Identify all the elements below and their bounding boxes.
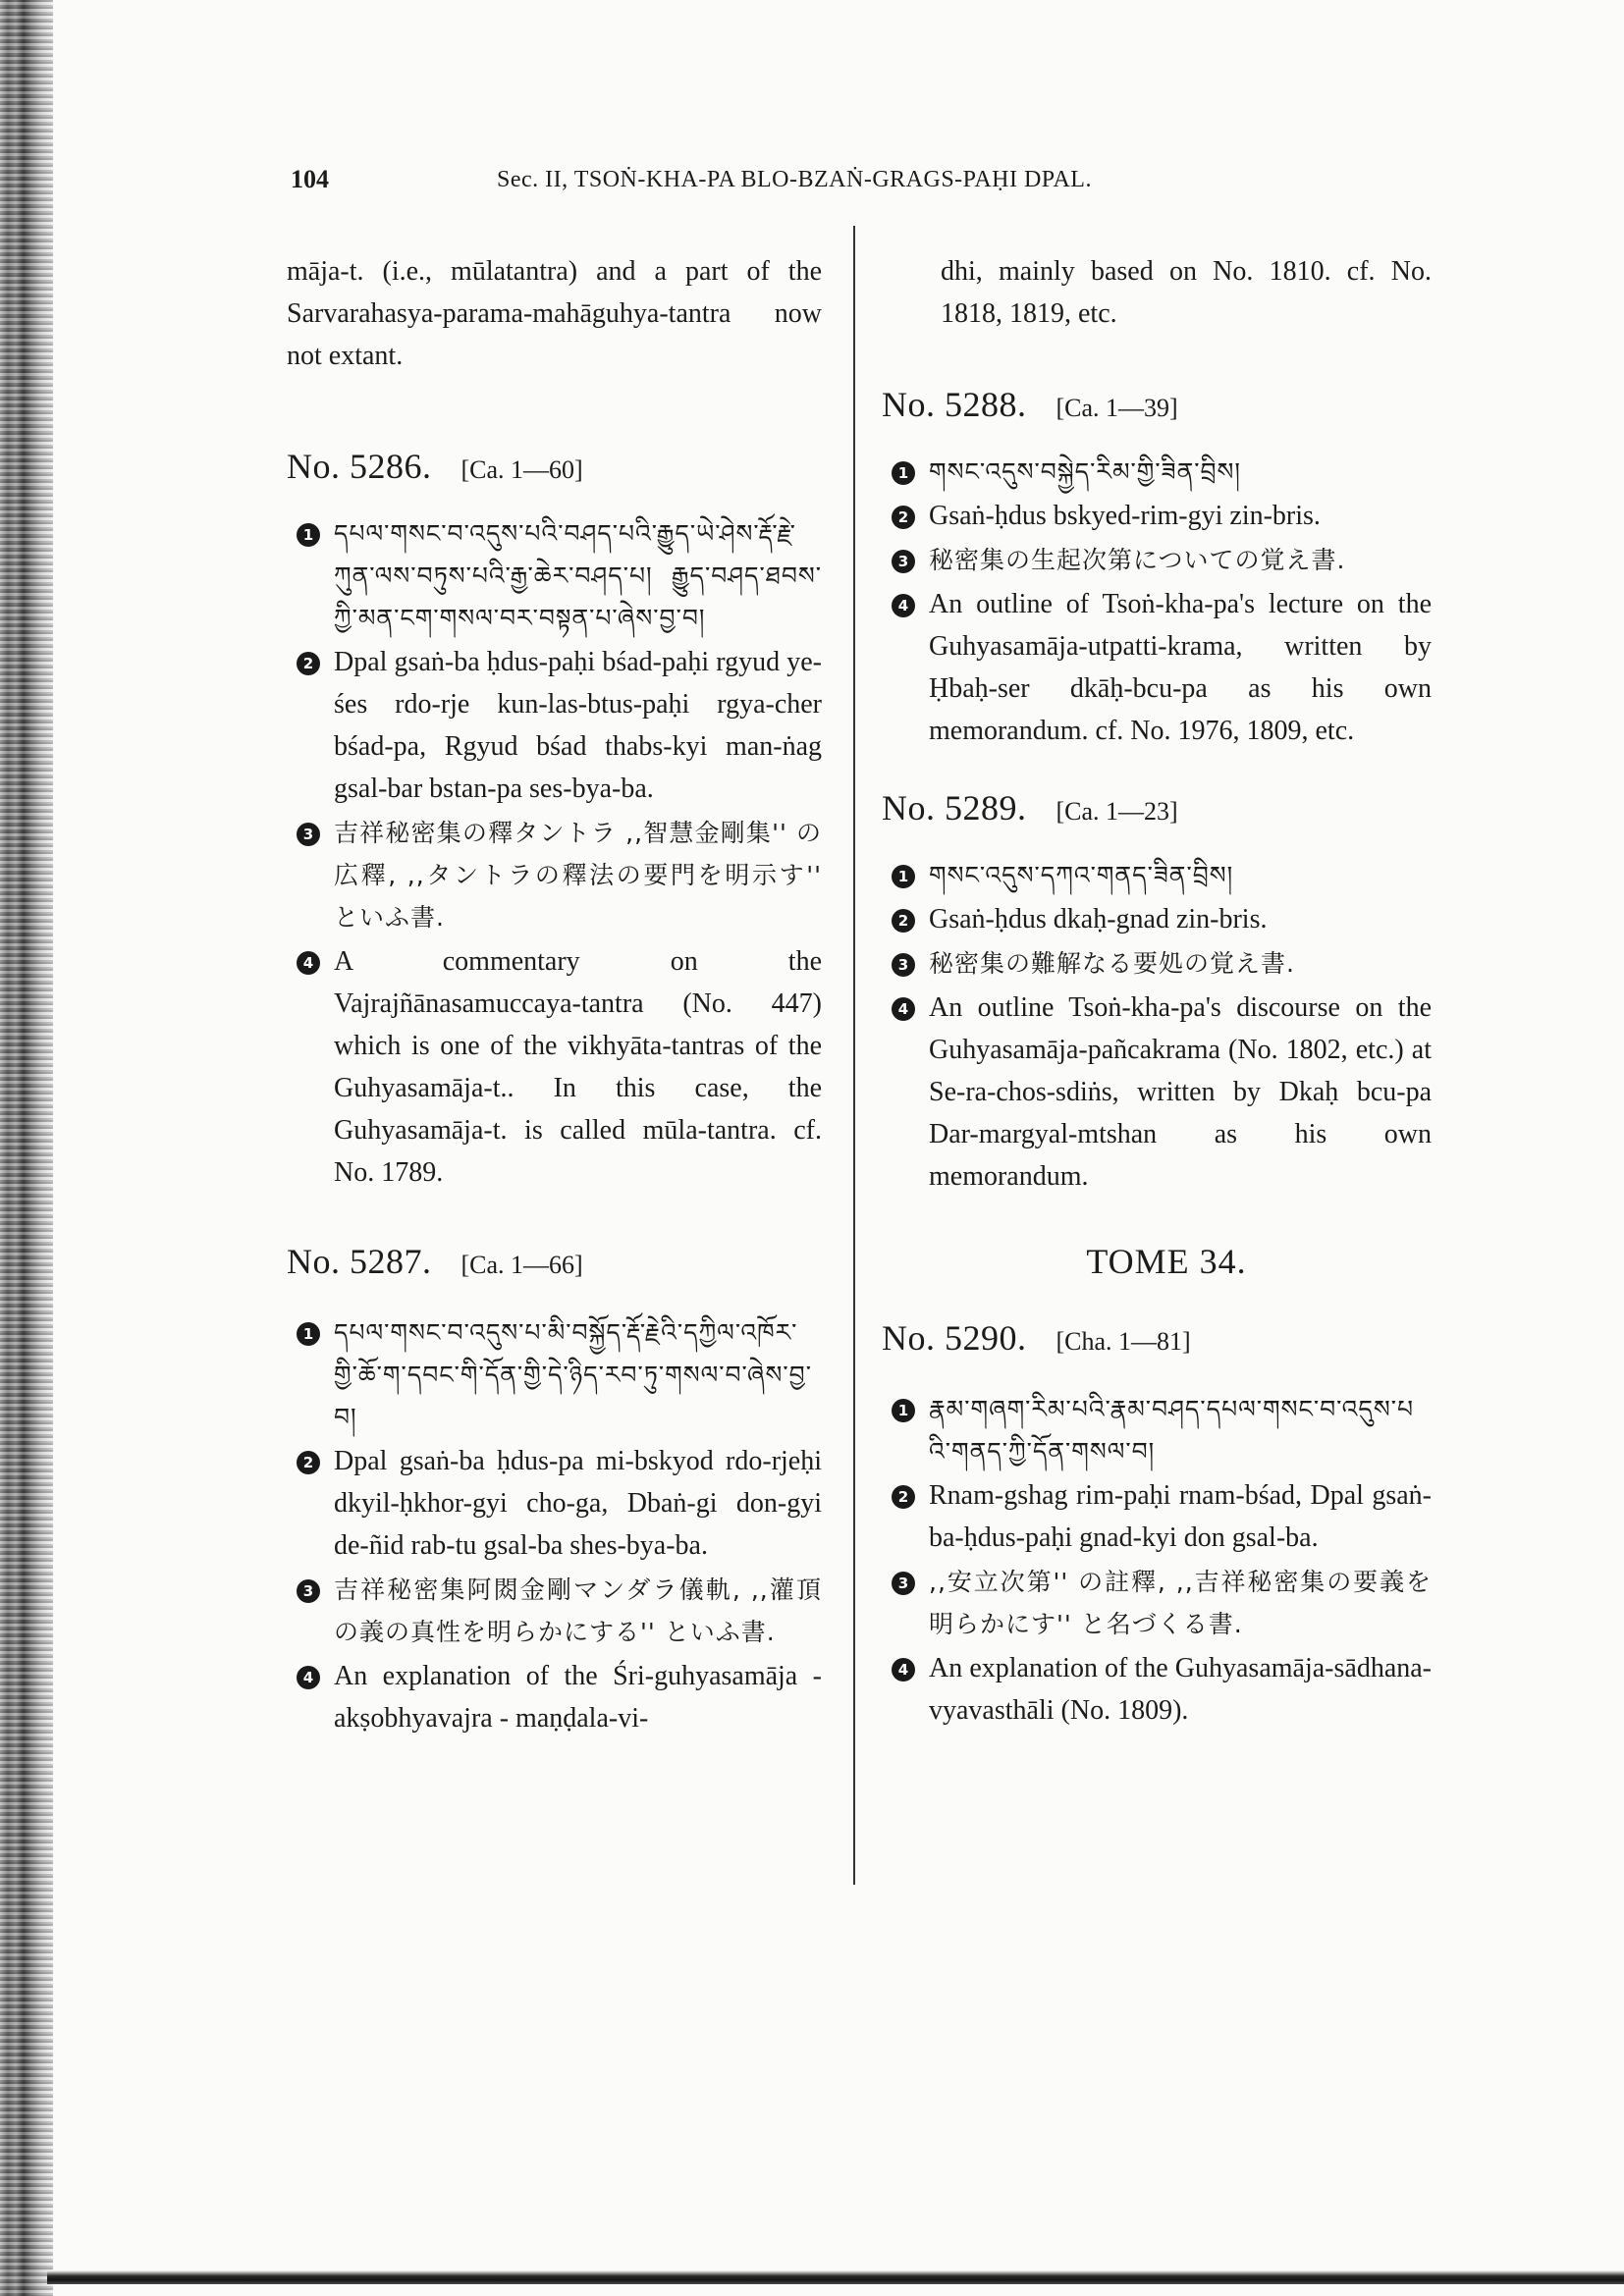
circled-number-2-icon: 2 [297,652,320,675]
romanized-text: Gsaṅ-ḥdus dkaḥ-gnad zin-bris. [929,904,1268,934]
english-text: An outline Tsoṅ-kha-pa's discourse on the Guhyasamāja-pañcakrama (No. 1802, etc.) at Se-ra-chos-sdiṅs, written by Dkaḥ bcu-pa Dar-margyal-mtshan as his own memorandum. [929,992,1432,1192]
circled-number-4-icon: 4 [892,1658,915,1682]
romanized-title [882,495,1432,537]
continuation-text: māja-t. (i.e., mūlatantra) and a part of the Sarvarahasya-parama-mahāguhya-tantra now not extant. [287,256,822,371]
entry-5290 [882,1317,1432,1732]
entry-5289 [882,787,1432,1198]
entry-heading [287,1241,822,1282]
entry-reference: [Ca. 1—60] [460,455,583,484]
circled-number-1-icon: 1 [297,1322,320,1346]
left-column [287,250,822,1741]
circled-number-2-icon: 2 [892,506,915,529]
japanese-title [882,942,1432,985]
japanese-text: 秘密集の難解なる要処の覚え書. [929,949,1295,978]
circled-number-3-icon: 3 [297,1579,320,1603]
circled-number-4-icon: 4 [892,997,915,1021]
japanese-title [882,539,1432,581]
tibetan-text: དཔལ་གསང་བ་འདུས་པ་མི་བསྐྱོད་རྡོ་རྗེའི་དཀྱིལ་འཁོར་གྱི་ཆོ་ག་དབང་གི་དོན་གྱི་དེ་ཉིད་རབ་ཏུ་གསལ་བ་ཞེས་བྱ་བ། [334,1318,812,1431]
entry-reference: [Ca. 1—66] [460,1251,583,1279]
entry-heading [287,446,822,487]
japanese-text: 吉祥秘密集阿閦金剛マンダラ儀軌, ,,灌頂の義の真性を明らかにする'' といふ書. [334,1575,822,1646]
english-description [882,583,1432,752]
entry-heading [882,787,1432,828]
romanized-text: Gsaṅ-ḥdus bskyed-rim-gyi zin-bris. [929,501,1321,531]
romanized-text: Dpal gsaṅ-ba ḥdus-pa mi-bskyod rdo-rjeḥi dkyil-ḥkhor-gyi cho-ga, Dbaṅ-gi don-gyi de-ñid rab-tu gsal-ba shes-bya-ba. [334,1446,822,1561]
entry-heading [882,384,1432,425]
continuation-text: dhi, mainly based on No. 1810. cf. No. 1818, 1819, etc. [941,256,1432,329]
tibetan-text: གསང་འདུས་བསྐྱེད་རིམ་གྱི་ཟིན་བྲིས། [929,457,1241,486]
circled-number-2-icon: 2 [892,909,915,933]
entry-number: No. 5288. [882,385,1027,424]
romanized-title [287,1440,822,1567]
entry-number: No. 5290. [882,1318,1027,1358]
circled-number-3-icon: 3 [297,823,320,846]
tibetan-title [882,1388,1432,1472]
page-number: 104 [291,165,329,193]
tibetan-text: དཔལ་གསང་བ་འདུས་པའི་བཤད་པའི་རྒྱུད་ཡེ་ཤེས་རྡོ་རྗེ་ཀུན་ལས་བཏུས་པའི་རྒྱ་ཆེར་བཤད་པ། རྒྱུད་བཤད་ཐབས་ཀྱི་མན་ངག་གསལ་བར་བསྟན་པ་ཞེས་བྱ་བ། [334,519,822,632]
entry-number: No. 5286. [287,447,432,486]
romanized-title [882,1474,1432,1559]
circled-number-1-icon: 1 [297,523,320,547]
entry-reference: [Cha. 1—81] [1056,1327,1191,1356]
entry-number: No. 5289. [882,788,1027,828]
circled-number-2-icon: 2 [297,1451,320,1474]
tibetan-title [882,854,1432,896]
japanese-title [882,1561,1432,1645]
english-text: An explanation of the Śri-guhyasamāja - akṣobhyavajra - maṇḍala-vi- [334,1661,822,1734]
right-column [882,250,1432,1734]
japanese-title [287,812,822,938]
english-text: A commentary on the Vajrajñānasamuccaya-tantra (No. 447) which is one of the vikhyāta-tantras of the Guhyasamāja-t.. In this case, the Guhyasamāja-t. is called mūla-tantra. cf. No. 1789. [334,946,822,1188]
english-text: An explanation of the Guhyasamāja-sādhana-vyavasthāli (No. 1809). [929,1653,1432,1726]
circled-number-3-icon: 3 [892,1572,915,1595]
japanese-title [287,1569,822,1653]
column-divider [853,226,855,1885]
japanese-text: ,,安立次第'' の註釋, ,,吉祥秘密集の要義を明らかにす'' と名づくる書. [929,1568,1432,1638]
tibetan-title [287,1311,822,1438]
entry-5286 [287,446,822,1194]
entry-number: No. 5287. [287,1242,432,1281]
tibetan-title [882,451,1432,493]
entry-heading [882,1317,1432,1359]
english-description [882,1647,1432,1732]
english-description [882,987,1432,1198]
tome-heading: TOME 34. [1086,1242,1247,1281]
english-description [287,1655,822,1739]
entry-reference: [Ca. 1—23] [1056,797,1178,826]
english-description [287,940,822,1194]
tibetan-text: གསང་འདུས་དཀའ་གནད་ཟིན་བྲིས། [929,861,1234,889]
scan-binding-edge [0,0,53,2296]
circled-number-3-icon: 3 [892,550,915,573]
circled-number-3-icon: 3 [892,953,915,977]
entry-5288 [882,384,1432,752]
circled-number-1-icon: 1 [892,1399,915,1422]
page-header [291,165,1272,204]
running-head: Sec. II, TSOṄ-KHA-PA BLO-BZAṄ-GRAGS-PAḤI DPAL. [497,167,1092,192]
romanized-text: Dpal gsaṅ-ba ḥdus-paḥi bśad-paḥi rgyud ye-śes rdo-rje kun-las-btus-paḥi rgya-cher bśad-pa, Rgyud bśad thabs-kyi man-ṅag gsal-bar bstan-pa ses-bya-ba. [334,647,822,804]
english-text: An outline of Tsoṅ-kha-pa's lecture on the Guhyasamāja-utpatti-krama, written by Ḥbaḥ-ser dkāḥ-bcu-pa as his own memorandum. cf. No. 1976, 1809, etc. [929,589,1432,746]
japanese-text: 秘密集の生起次第についての覚え書. [929,546,1346,574]
circled-number-4-icon: 4 [297,1666,320,1689]
romanized-text: Rnam-gshag rim-paḥi rnam-bśad, Dpal gsaṅ-ba-ḥdus-paḥi gnad-kyi don gsal-ba. [929,1480,1432,1553]
circled-number-4-icon: 4 [297,951,320,975]
japanese-text: 吉祥秘密集の釋タントラ ,,智慧金剛集'' の広釋, ,,タントラの釋法の要門を明示す'' といふ書. [334,819,822,932]
circled-number-4-icon: 4 [892,594,915,617]
tibetan-title [287,512,822,639]
circled-number-1-icon: 1 [892,865,915,888]
romanized-title [882,898,1432,940]
entry-reference: [Ca. 1—39] [1056,394,1178,422]
circled-number-1-icon: 1 [892,461,915,485]
tibetan-text: རྣམ་གཞག་རིམ་པའི་རྣམ་བཤད་དཔལ་གསང་བ་འདུས་པའི་གནད་ཀྱི་དོན་གསལ་བ། [929,1395,1415,1466]
scan-bottom-edge [47,2270,1624,2284]
romanized-title [287,641,822,810]
entry-5287 [287,1241,822,1739]
circled-number-2-icon: 2 [892,1485,915,1509]
